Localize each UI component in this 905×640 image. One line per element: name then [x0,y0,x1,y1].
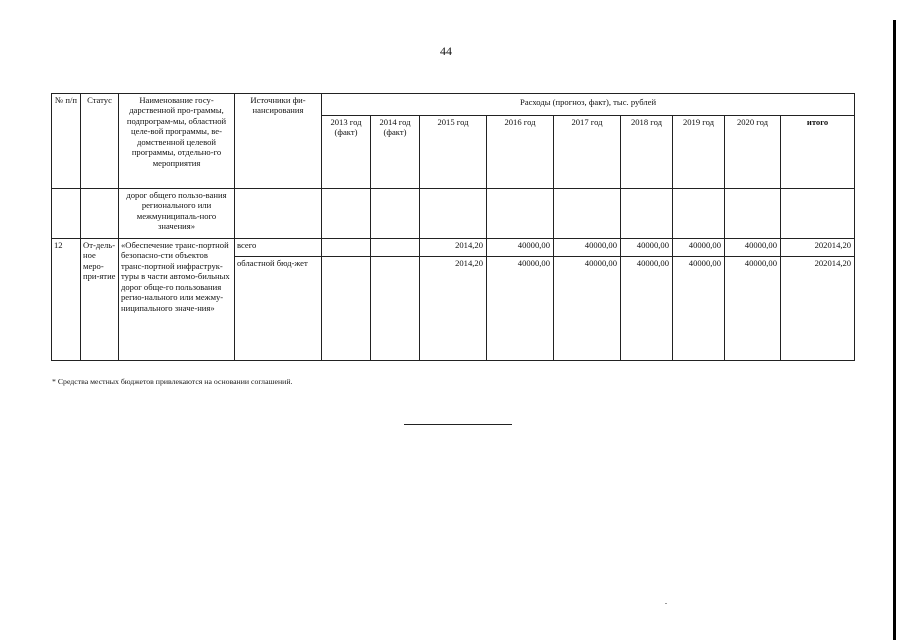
footnote: * Средства местных бюджетов привлекаются на основании соглашений. [52,377,293,386]
continuation-status [81,189,119,239]
row-12-source-regional: областной бюд-жет [235,257,322,361]
expenses-table [51,93,855,361]
value-cell: 40000,00 [673,239,725,257]
continuation-cell [322,189,371,239]
header-year-2017: 2017 год [554,116,621,189]
header-year-2014: 2014 год (факт) [371,116,420,189]
value-cell: 2014,20 [420,257,487,361]
continuation-row [52,189,855,239]
scan-edge-border [893,20,896,640]
continuation-cell [420,189,487,239]
continuation-cell [487,189,554,239]
page-number: 44 [440,44,452,58]
header-year-2019: 2019 год [673,116,725,189]
continuation-cell [781,189,855,239]
continuation-cell [725,189,781,239]
value-cell [322,239,371,257]
row-12-status: От-дель-ное меро-при-ятие [81,239,119,361]
header-year-2018: 2018 год [621,116,673,189]
value-cell: 40000,00 [487,257,554,361]
value-cell: 40000,00 [621,239,673,257]
continuation-cell [371,189,420,239]
closing-rule [404,424,512,425]
row-12-source-total: всего [235,239,322,257]
value-cell [371,239,420,257]
value-cell: 40000,00 [725,257,781,361]
value-cell-total: 202014,20 [781,239,855,257]
header-total: итого [781,116,855,189]
header-year-2013: 2013 год (факт) [322,116,371,189]
header-year-2015: 2015 год [420,116,487,189]
row-12-num: 12 [52,239,81,361]
value-cell: 40000,00 [487,239,554,257]
header-num: № п/п [52,94,81,189]
header-expenses: Расходы (прогноз, факт), тыс. рублей [322,94,855,116]
continuation-name: дорог общего пользо-вания регионального или межмуниципаль-ного значения» [119,189,235,239]
value-cell: 40000,00 [554,239,621,257]
value-cell-total: 202014,20 [781,257,855,361]
continuation-cell [673,189,725,239]
continuation-num [52,189,81,239]
row-12-name: «Обеспечение транс-портной безопасно-сти объектов транс-портной инфраструк-туры в части автомо-бильных дорог обще-го пользования регио-нального или межму-ниципального значе-ния» [119,239,235,361]
value-cell: 40000,00 [554,257,621,361]
header-year-2020: 2020 год [725,116,781,189]
value-cell: 40000,00 [621,257,673,361]
value-cell: 40000,00 [673,257,725,361]
value-cell [322,257,371,361]
value-cell: 40000,00 [725,239,781,257]
table-row-12-total [52,239,855,257]
value-cell [371,257,420,361]
value-cell: 2014,20 [420,239,487,257]
header-status: Статус [81,94,119,189]
header-year-2016: 2016 год [487,116,554,189]
header-name: Наименование госу-дарственной про-граммы, подпрограм-мы, областной целе-вой программы, ве-домственной целевой программы, отдельно-го мероприятия [119,94,235,189]
header-row-1 [52,94,855,116]
continuation-source [235,189,322,239]
header-sources: Источники фи-нансирования [235,94,322,189]
scan-speck [665,603,667,604]
continuation-cell [554,189,621,239]
continuation-cell [621,189,673,239]
